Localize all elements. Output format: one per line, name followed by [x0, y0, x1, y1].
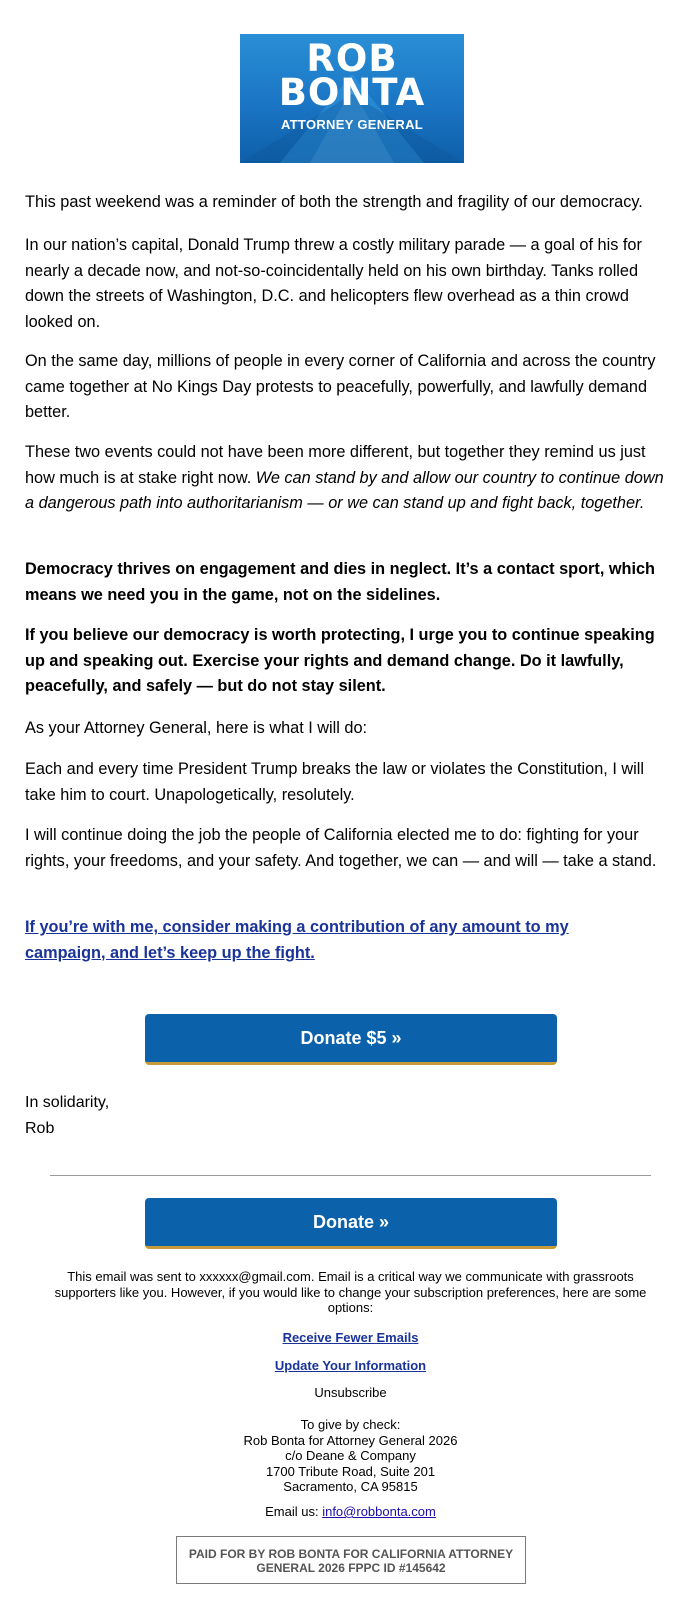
update-information-link[interactable]: Update Your Information	[274, 1358, 427, 1373]
footer-fewer-emails	[50, 1330, 651, 1346]
bold-paragraph-1	[25, 557, 675, 608]
address-line: c/o Deane & Company	[285, 1448, 416, 1463]
paragraph-text: I will continue doing the job the people of California elected me to do: fighting for your rights, your freedoms, and your safety. And together, we can — and will — take a stand.	[25, 826, 657, 870]
paragraph-text: This past weekend was a reminder of both the strength and fragility of our democracy.	[25, 193, 643, 211]
footer-divider	[50, 1175, 651, 1176]
footer-email	[50, 1504, 651, 1520]
paragraph-text: If you believe our democracy is worth protecting, I urge you to continue speaking up and speaking out. Exercise your rights and demand change. Do it lawfully, peacefully, and safely — but do not stay silent.	[25, 626, 655, 696]
footer-notice: This email was sent to xxxxxx@gmail.com. Email is a critical way we communicate with grassroots supporters like you. However, if you would like to change your subscription preferences, here are some options:	[54, 1269, 647, 1315]
cta-paragraph	[25, 915, 625, 966]
paragraph-4-italic: We can stand by and allow our country to continue down a dangerous path into authoritarianism — or we can stand up and fight back, together.	[25, 468, 664, 513]
logo-title: ATTORNEY GENERAL	[280, 117, 424, 132]
signoff	[25, 1090, 109, 1142]
paragraph-text: Each and every time President Trump breaks the law or violates the Constitution, I will take him to court. Unapologetically, resolutely.	[25, 760, 644, 804]
address-line: Rob Bonta for Attorney General 2026	[243, 1432, 458, 1448]
paragraph-text: On the same day, millions of people in every corner of California and across the country came together at No Kings Day protests to peacefully, powerfully, and lawfully demand better.	[25, 352, 656, 422]
paragraph-text: In our nation’s capital, Donald Trump threw a costly military parade — a goal of his for nearly a decade now, and not-so-coincidentally held on his own birthday. Tanks rolled down the streets of Washington, D.C. and helicopters flew overhead as a thin crowd looked on.	[25, 236, 642, 331]
email-label: Email us:	[265, 1504, 323, 1519]
footer-update-info	[50, 1358, 651, 1374]
unsubscribe-link[interactable]: Unsubscribe	[314, 1385, 387, 1400]
paragraph-text: Democracy thrives on engagement and dies in neglect. It’s a contact sport, which means we need you in the game, not on the sidelines.	[25, 560, 655, 604]
contribution-link[interactable]: If you’re with me, consider making a contribution of any amount to my campaign, and let’s keep up the fight.	[25, 918, 569, 962]
logo-last-name: BONTA	[278, 71, 426, 114]
signer-name: Rob	[25, 1120, 55, 1137]
address-line: 1700 Tribute Road, Suite 201	[265, 1463, 436, 1479]
donate-button[interactable]: Donate »	[145, 1198, 557, 1249]
donate-5-button[interactable]: Donate $5 »	[145, 1014, 557, 1065]
paragraph-7	[25, 823, 675, 874]
signoff-line: In solidarity,	[25, 1094, 110, 1111]
paragraph-1	[25, 190, 675, 216]
paragraph-5	[25, 716, 675, 742]
paragraph-4	[25, 440, 675, 517]
paragraph-6	[25, 757, 675, 808]
paragraph-text: As your Attorney General, here is what I will do:	[25, 719, 368, 737]
check-address-block	[50, 1417, 651, 1495]
rob-bonta-logo	[240, 34, 464, 163]
paragraph-3	[25, 349, 675, 426]
check-title: To give by check:	[300, 1417, 401, 1432]
paid-for-disclaimer: PAID FOR BY ROB BONTA FOR CALIFORNIA ATTORNEY GENERAL 2026 FPPC ID #145642	[176, 1536, 526, 1584]
email-link[interactable]: info@robbonta.com	[322, 1504, 436, 1519]
paragraph-4-plain: These two events could not have been more different, but together they remind us just how much is at stake right now.	[25, 443, 646, 487]
address-line: Sacramento, CA 95815	[283, 1479, 418, 1494]
receive-fewer-emails-link[interactable]: Receive Fewer Emails	[282, 1330, 419, 1345]
paragraph-2	[25, 233, 675, 335]
logo-first-name: ROB	[306, 37, 398, 80]
bold-paragraph-2	[25, 623, 675, 700]
